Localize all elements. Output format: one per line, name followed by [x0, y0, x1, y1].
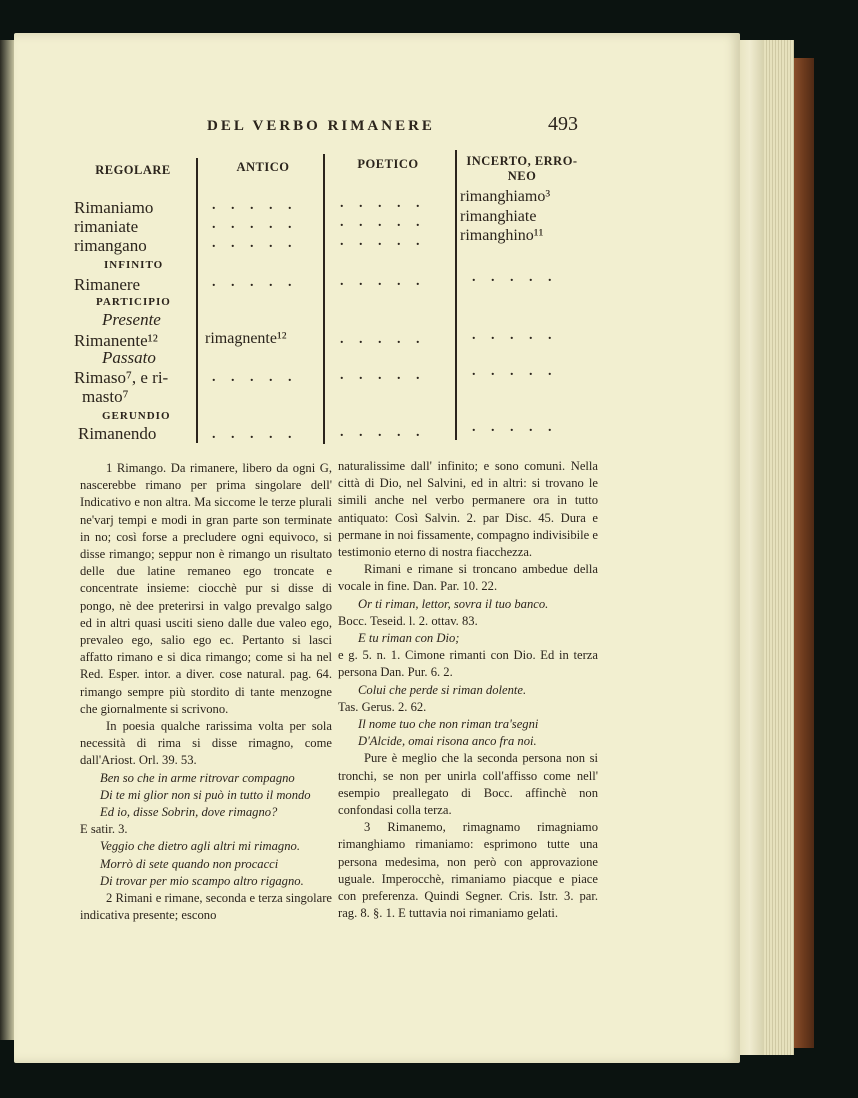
verse-line: Di trovar per mio scampo altro rigagno. — [100, 873, 304, 888]
antico-dots: . . . . . — [212, 370, 298, 385]
poetico-dots: . . . . . — [340, 234, 426, 249]
footnote-paragraph: 1 Rimango. Da rimanere, libero da ogni G, nascerebbe rimano per prima singolare dell' Indicativo e non altra. Ma siccome le terze plurali ne'varj tempi e modi in gran parte son terminate in no; così forse a precludere ogni equivoco, si disse rimango; seppur non è rimango un risultato delle due latine remaneo ego troncate e concentrate insieme: ciocchè pur si disse di pongo, nè dee preterirsi in valgo prevalgo salgo ed in altri quasi usciti sieno dalle due valeo ego, prevaleo ego, salio ego ec. Pertanto si lasci affatto rimano e si dica rimango; come si ha nel Red. Esper. intor. a diver. cose natural. pag. 64. rimango sempre più stordito di tante menzogne che giornalmente si scrivono. — [80, 461, 332, 716]
footnotes-left-column — [80, 460, 332, 924]
regolare-rimangano: rimangano — [74, 236, 147, 255]
poetico-dots: . . . . . — [340, 368, 426, 383]
regolare-rimaniamo: Rimaniamo — [74, 198, 154, 217]
verse-line: Veggio che dietro agli altri mi rimagno. — [100, 839, 300, 854]
footnote-paragraph: Pure è meglio che la seconda persona non si tronchi, se non per unirla coll'affisso come nell' esempio preallegato di Bocc. affinchè non confondasi colla terza. — [338, 751, 598, 818]
subsection-passato: Passato — [102, 348, 156, 367]
regolare-rimasto: masto⁷ — [82, 387, 129, 406]
footnote-paragraph: Rimani e rimane si troncano ambedue della vocale in fine. Dan. Par. 10. 22. — [338, 562, 598, 594]
regolare-rimaniate: rimaniate — [74, 217, 139, 236]
subsection-presente: Presente — [102, 310, 161, 329]
running-header: DEL VERBO RIMANERE — [207, 118, 435, 134]
column-rule-1 — [196, 158, 198, 443]
column-rule-3 — [455, 150, 457, 440]
column-head-antico: ANTICO — [236, 160, 290, 174]
verse-line: Or ti riman, lettor, sovra il tuo banco. — [358, 596, 549, 611]
incerto-rimanghino: rimanghino¹¹ — [460, 227, 544, 244]
incerto-dots: . . . . . — [472, 270, 558, 285]
regolare-rimaso: Rimaso⁷, e ri- — [74, 368, 169, 387]
footnote-paragraph: e g. 5. n. 1. Cimone rimanti con Dio. Ed in terza persona Dan. Pur. 6. 2. — [338, 648, 598, 680]
poetico-dots: . . . . . — [340, 274, 426, 289]
antico-dots: . . . . . — [212, 427, 298, 442]
verse-line: Colui che perde si riman dolente. — [358, 682, 527, 697]
verse-line: D'Alcide, omai risona anco fra noi. — [358, 734, 537, 749]
antico-rimagnente: rimagnente¹² — [205, 330, 287, 347]
antico-dots: . . . . . — [212, 275, 298, 290]
footnote-paragraph: In poesia qualche rarissima volta per sola necessità di rima si disse rimagno, come dall'Ariost. Orl. 39. 53. — [80, 719, 332, 768]
poetico-dots: . . . . . — [340, 332, 426, 347]
verse-line: Ed io, disse Sobrin, dove rimagno? — [100, 805, 278, 820]
section-gerundio: GERUNDIO — [102, 410, 171, 422]
antico-dots: . . . . . — [212, 198, 298, 213]
regolare-rimanendo: Rimanendo — [78, 424, 157, 443]
verse-line: Di te mi glior non si può in tutto il mondo — [100, 787, 311, 802]
incerto-dots: . . . . . — [472, 328, 558, 343]
poetico-dots: . . . . . — [340, 425, 426, 440]
incerto-rimanghiamo: rimanghiamo³ — [460, 188, 551, 205]
regolare-rimanere: Rimanere — [74, 275, 141, 294]
column-head-poetico: POETICO — [357, 157, 419, 171]
verse-line: Il nome tuo che non riman tra'segni — [358, 717, 539, 732]
citation-line: Bocc. Teseid. l. 2. ottav. 83. — [338, 613, 478, 628]
leather-cover-edge — [794, 58, 814, 1048]
verse-line: Morrò di sete quando non procacci — [100, 856, 279, 871]
citation-line: Tas. Gerus. 2. 62. — [338, 699, 427, 714]
column-rule-2 — [323, 154, 325, 444]
footnote-paragraph: naturalissime dall' infinito; e sono comuni. Nella città di Dio, nel Salvini, ed in altri: si trovano le simili anche nel verbo permanere ora in tutto antiquato: Così Salvin. 2. par Disc. 45. Dura e permane in noi fissamente, compagno indivisibile e testimonio eterno di nostra fiacchezza. — [338, 459, 598, 560]
section-participio: PARTICIPIO — [96, 296, 171, 308]
footnote-paragraph: 3 Rimanemo, rimagnamo rimagniamo rimanghiamo rimaniamo: esprimono tutte una persona medesima, non però con approvazione uguale. Imperocchè, rimaniamo piacque e piace con preferenza. Quindi Segner. Cris. Istr. 3. par. rag. 8. §. 1. E tuttavia noi rimaniamo gelati. — [338, 820, 598, 921]
regolare-rimanente: Rimanente¹² — [74, 331, 158, 350]
column-head-regolare: REGOLARE — [95, 163, 171, 177]
page-number: 493 — [548, 113, 578, 135]
page-stack-fore-edge — [764, 40, 794, 1055]
column-head-incerto: INCERTO, ERRO- NEO — [466, 154, 578, 183]
verse-line: E tu riman con Dio; — [358, 631, 460, 646]
incerto-dots: . . . . . — [472, 420, 558, 435]
antico-dots: . . . . . — [212, 217, 298, 232]
footnote-paragraph: 2 Rimani e rimane, seconda e terza singolare indicativa presente; escono — [80, 891, 332, 923]
section-infinito: INFINITO — [104, 259, 164, 271]
poetico-dots: . . . . . — [340, 215, 426, 230]
citation-line: E satir. 3. — [80, 822, 128, 837]
incerto-rimanghiate: rimanghiate — [460, 208, 537, 225]
incerto-dots: . . . . . — [472, 364, 558, 379]
page-stack-edge — [740, 40, 764, 1055]
footnotes-right-column — [338, 458, 598, 922]
poetico-dots: . . . . . — [340, 196, 426, 211]
antico-dots: . . . . . — [212, 236, 298, 251]
verse-line: Ben so che in arme ritrovar compagno — [100, 770, 295, 785]
